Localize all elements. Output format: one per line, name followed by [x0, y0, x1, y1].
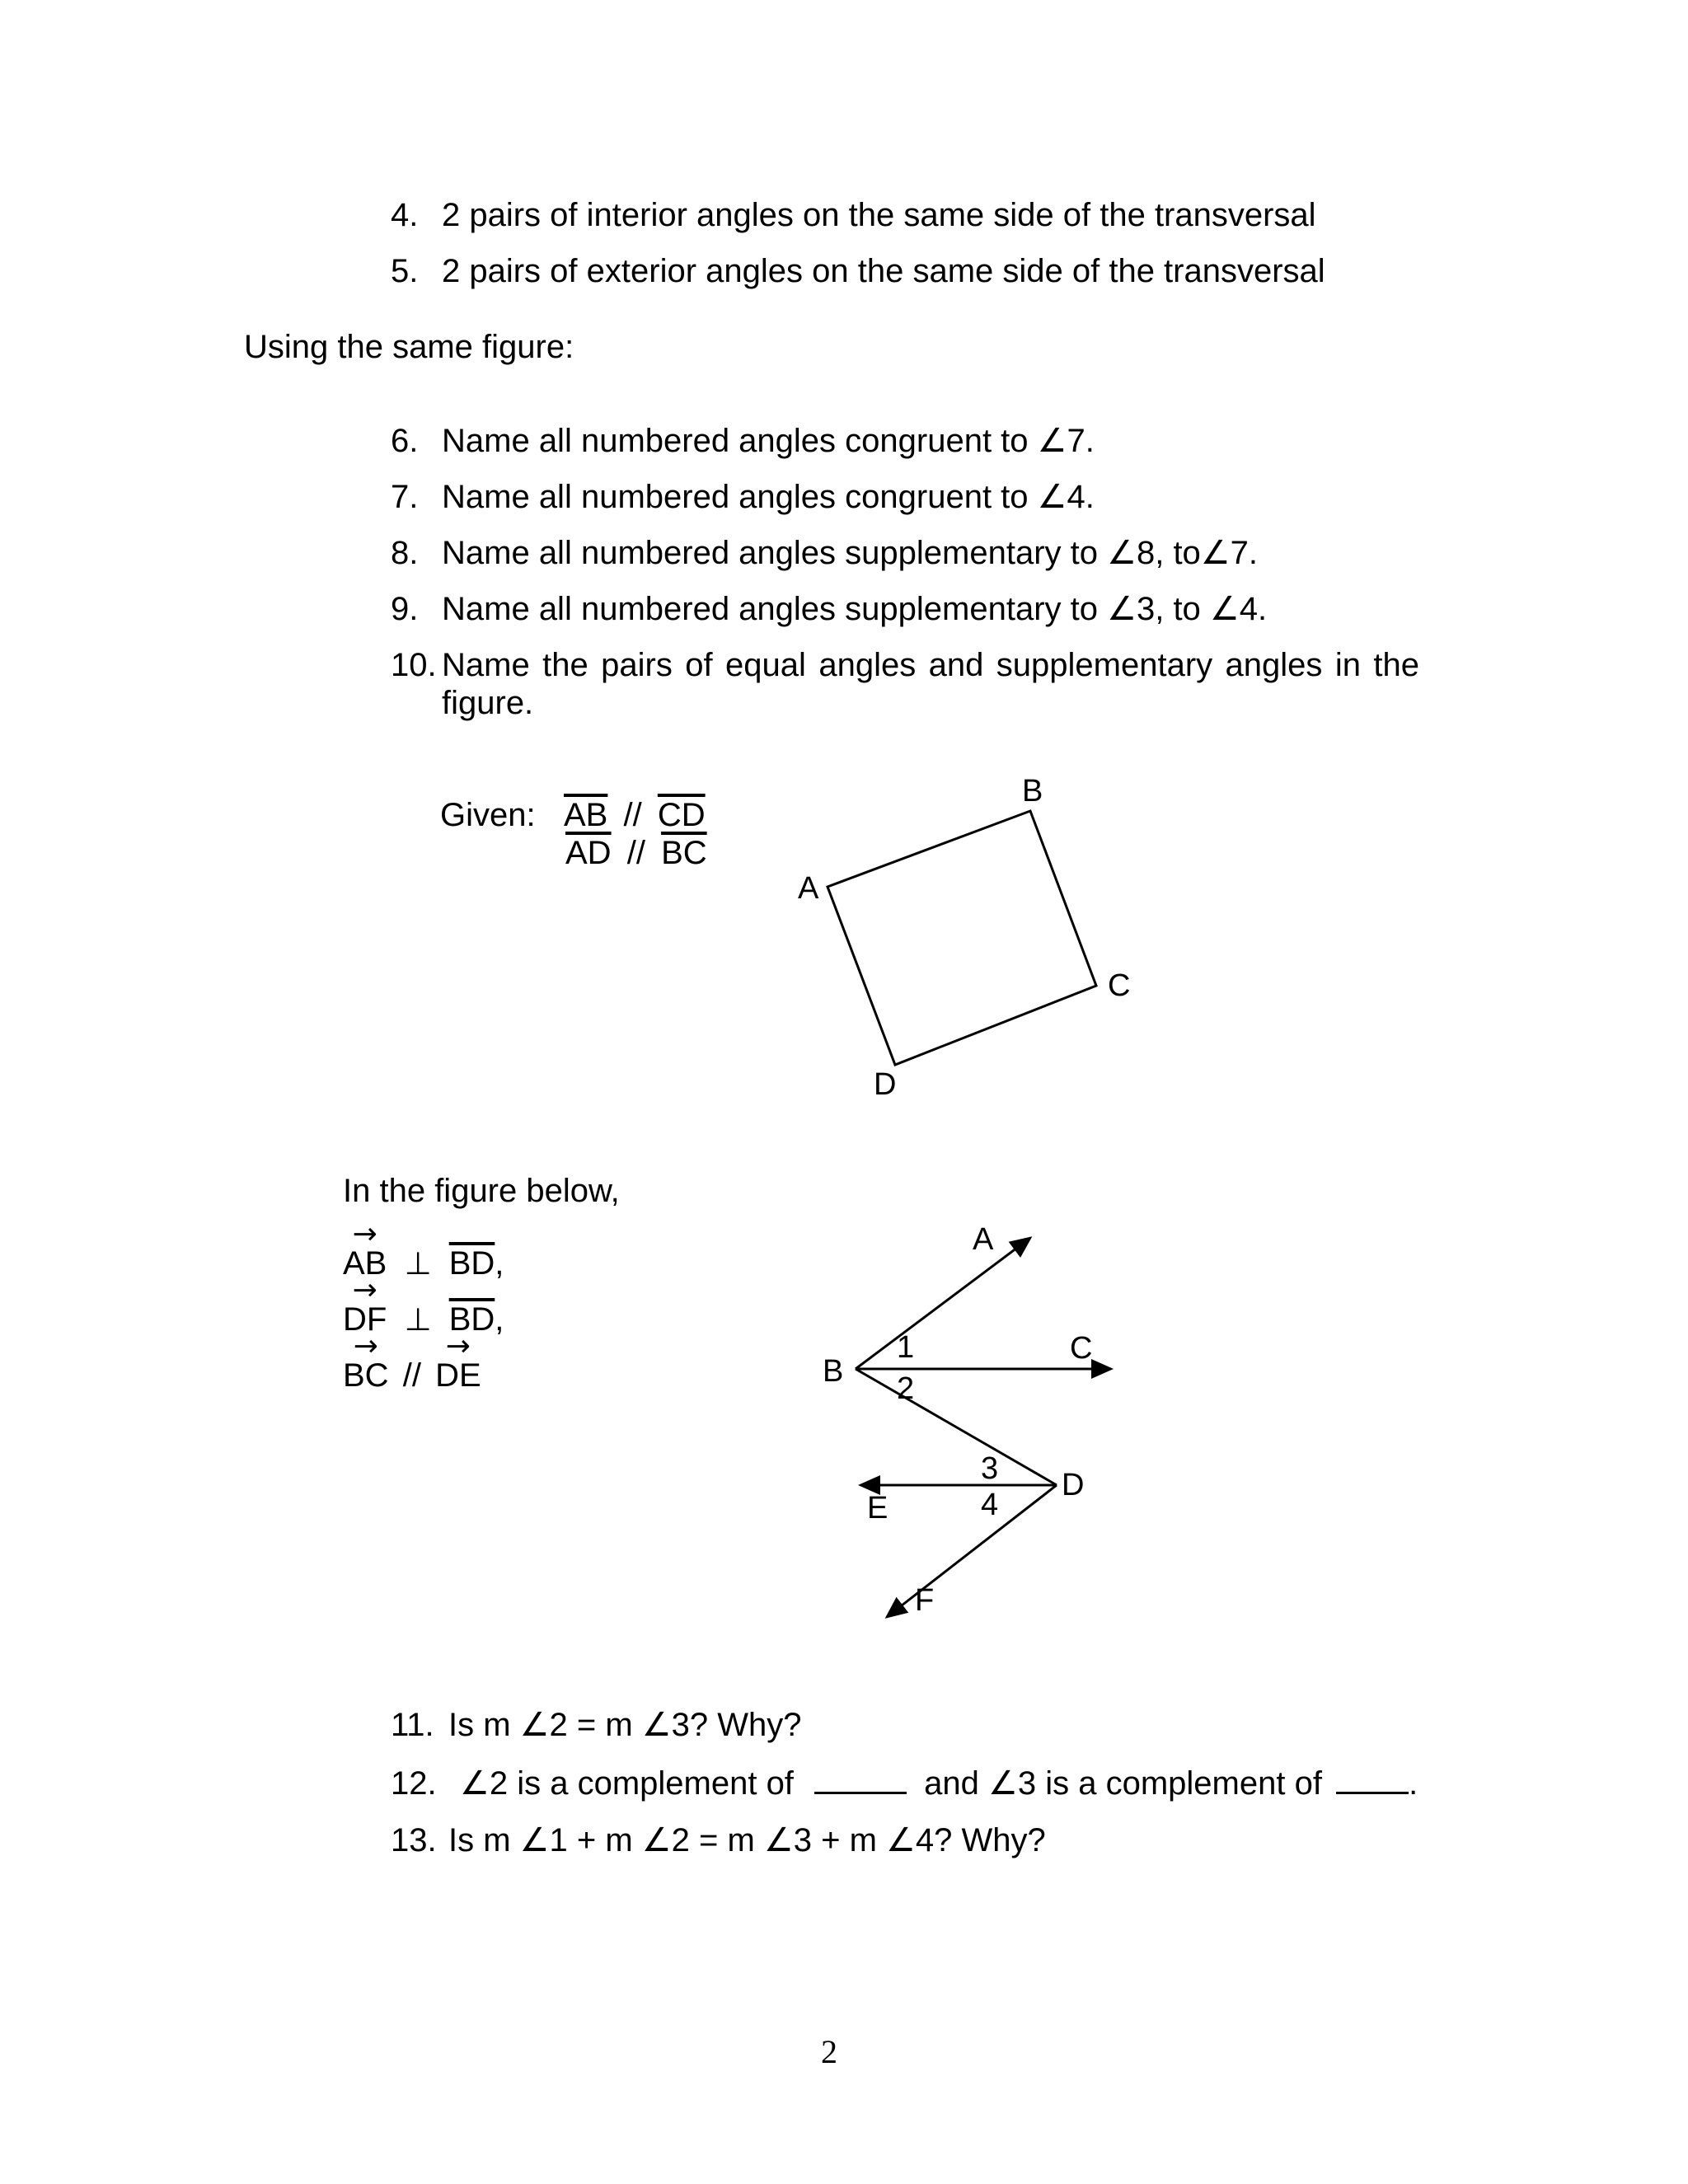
item-text-part2: and ∠3 is a complement of — [924, 1765, 1322, 1802]
page-number: 2 — [821, 2033, 837, 2070]
item-number: 7. — [391, 479, 419, 515]
point-label-b: B — [823, 1354, 844, 1389]
segment-bd: $\overline{BD}$ — [448, 1301, 495, 1338]
segment-bc: $\overline{BC}$ — [661, 835, 707, 871]
angle-figure — [808, 1220, 1154, 1648]
item-text: 2 pairs of exterior angles on the same side of the transversal — [442, 253, 1325, 289]
answer-blank-1[interactable] — [814, 1764, 907, 1794]
list-item-4 — [391, 196, 1316, 234]
ray-df-line — [887, 1485, 1057, 1617]
item-text: Name all numbered angles supplementary to ∠8, to∠7. — [442, 535, 1259, 571]
parallel-symbol: // — [623, 797, 642, 833]
ray-bc: → BC — [343, 1357, 389, 1394]
point-label-a: A — [973, 1222, 994, 1257]
item-number: 8. — [391, 535, 419, 571]
list-item-8 — [391, 534, 1258, 572]
item-text: 2 pairs of interior angles on the same side of the transversal — [442, 197, 1316, 233]
angle-number-1: 1 — [897, 1330, 915, 1365]
segment-bd: $\overline{BD}$ — [448, 1245, 495, 1282]
ray-de: → DE — [435, 1357, 481, 1394]
list-item-9 — [391, 590, 1267, 628]
parallel-symbol: // — [402, 1357, 421, 1394]
item-text: Name all numbered angles congruent to ∠7. — [442, 423, 1095, 459]
ray-df: → DF — [343, 1301, 387, 1338]
item-text-line2: figure. — [442, 685, 534, 721]
relation-bc-par-de — [343, 1357, 481, 1394]
item-text: Is m ∠2 = m ∠3? Why? — [448, 1707, 802, 1743]
item-text: Is m ∠1 + m ∠2 = m ∠3 + m ∠4? Why? — [448, 1822, 1046, 1858]
item-number: 13. — [391, 1822, 437, 1858]
list-item-5 — [391, 252, 1325, 290]
segment-cd: $\overline{CD}$ — [657, 797, 706, 833]
item-text: Name all numbered angles congruent to ∠4. — [442, 479, 1095, 515]
list-item-7 — [391, 478, 1095, 516]
angle-number-2: 2 — [897, 1371, 915, 1406]
perpendicular-symbol: ⊥ — [404, 1301, 432, 1338]
perpendicular-symbol: ⊥ — [404, 1245, 432, 1282]
list-item-6 — [391, 422, 1095, 460]
item-number: 9. — [391, 591, 419, 627]
point-label-d: D — [1062, 1468, 1085, 1502]
item-number: 10. — [391, 647, 437, 683]
question-13 — [391, 1821, 1046, 1859]
ray-ab: → AB — [343, 1244, 387, 1282]
answer-blank-2[interactable] — [1336, 1764, 1409, 1794]
vertex-label-c: C — [1108, 968, 1131, 1003]
vertex-label-a: A — [798, 871, 819, 906]
given-row-2 — [565, 834, 707, 872]
quadrilateral-figure — [775, 766, 1154, 1113]
figure-intro: In the figure below, — [343, 1173, 620, 1209]
question-12 — [391, 1764, 1418, 1802]
punctuation: , — [495, 1245, 504, 1282]
parallel-symbol: // — [626, 835, 645, 871]
item-number: 12. — [391, 1765, 437, 1802]
item-number: 11. — [391, 1707, 434, 1743]
angle-number-4: 4 — [981, 1488, 999, 1522]
item-text-line1: Name the pairs of equal angles and supplementary angles in the — [442, 647, 1419, 683]
given-row-1 — [564, 796, 706, 834]
item-text-part1: ∠2 is a complement of — [460, 1765, 794, 1802]
punctuation: . — [1409, 1765, 1418, 1802]
ray-ba — [856, 1238, 1030, 1369]
point-label-e: E — [867, 1491, 889, 1526]
item-number: 5. — [391, 253, 419, 289]
vertex-label-b: B — [1022, 774, 1043, 808]
point-label-c: C — [1070, 1331, 1093, 1366]
quadrilateral-abcd — [828, 811, 1096, 1065]
section-intro: Using the same figure: — [244, 329, 574, 365]
given-label: Given: — [440, 797, 536, 833]
question-11 — [391, 1706, 802, 1744]
segment-ab: $\overline{AB}$ — [564, 797, 608, 833]
list-item-10 — [391, 646, 1419, 684]
item-number: 6. — [391, 423, 419, 459]
point-label-f: F — [915, 1583, 935, 1618]
item-number: 4. — [391, 197, 419, 233]
vertex-label-d: D — [874, 1067, 897, 1102]
item-text: Name all numbered angles supplementary to ∠3, to ∠4. — [442, 591, 1268, 627]
punctuation: , — [495, 1301, 504, 1338]
angle-number-3: 3 — [981, 1451, 999, 1486]
segment-bd-line — [856, 1369, 1057, 1485]
segment-ad: $\overline{AD}$ — [565, 835, 612, 871]
